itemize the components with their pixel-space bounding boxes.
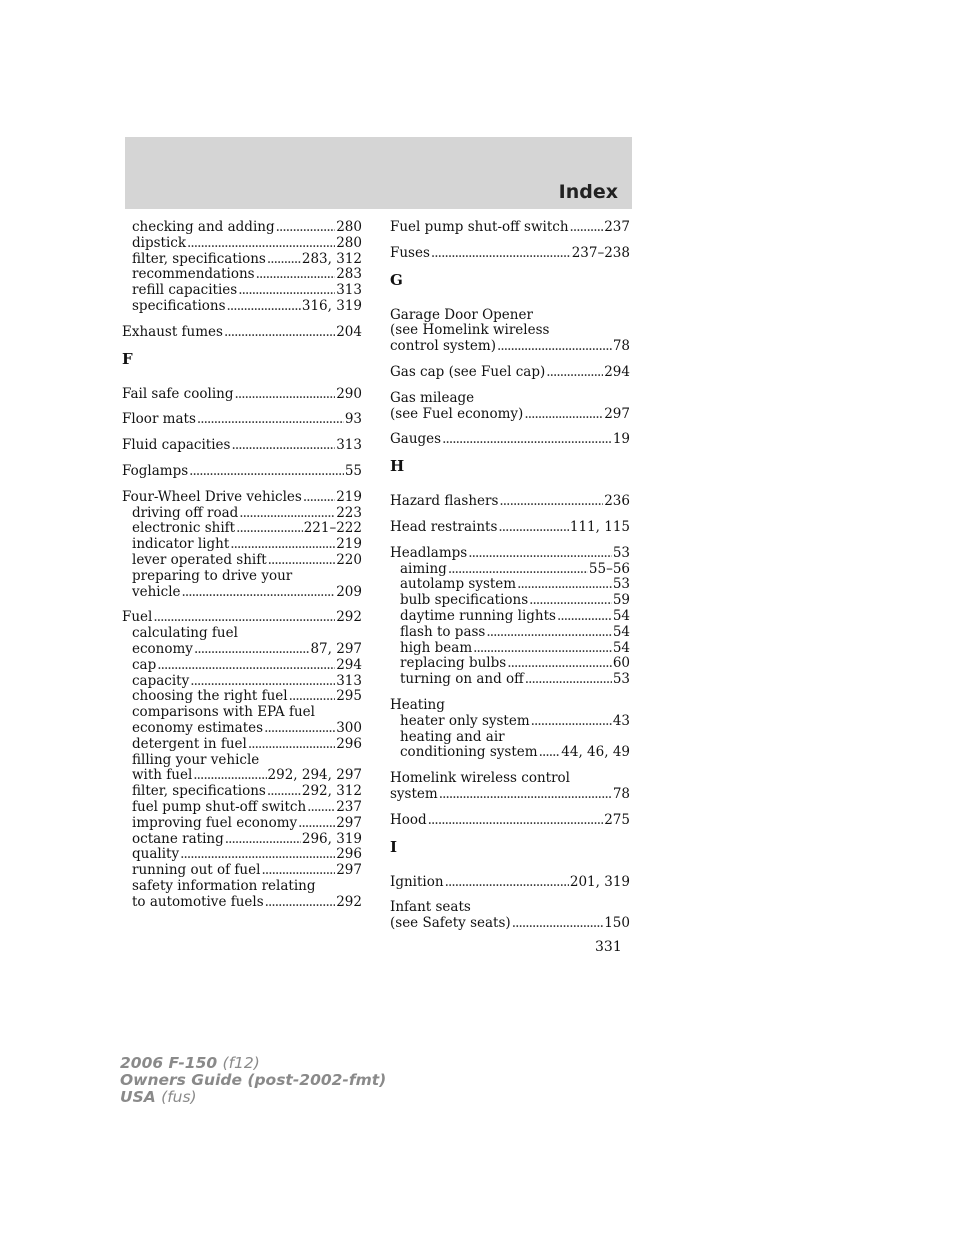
index-subentry-line [122, 569, 362, 585]
dot-leader [531, 714, 612, 730]
index-entry [390, 698, 630, 761]
index-entry [390, 875, 630, 891]
entry-term: octane rating [132, 830, 224, 847]
entry-page-ref: 294 [336, 656, 362, 673]
index-entry [122, 464, 362, 480]
dot-leader [197, 412, 344, 428]
entry-page-ref: 111, 115 [569, 518, 630, 535]
dot-leader [239, 506, 335, 522]
index-subentry-line [122, 784, 362, 800]
entry-page-ref: 237 [604, 219, 630, 235]
entry-page-ref: 219 [336, 488, 362, 505]
entry-page-ref: 54 [612, 639, 630, 656]
entry-term: Gas mileage [390, 389, 475, 406]
entry-page-ref: 78 [612, 785, 630, 802]
index-entry-line [122, 610, 362, 626]
entry-term: economy estimates [132, 719, 264, 736]
entry-term: choosing the right fuel [132, 688, 288, 705]
entry-page-ref: 280 [336, 234, 362, 251]
index-entry [390, 432, 630, 448]
entry-page-ref: 87, 297 [310, 640, 362, 657]
entry-term: replacing bulbs [400, 655, 507, 672]
entry-page-ref: 283, 312 [301, 250, 362, 267]
entry-page-ref: 296 [336, 846, 362, 863]
dot-leader [153, 610, 335, 626]
entry-term: Headlamps [390, 544, 468, 561]
index-entry-line [122, 387, 362, 403]
index-entry-line [122, 325, 362, 341]
entry-page-ref: 313 [336, 282, 362, 299]
entry-page-ref: 294 [604, 363, 630, 380]
entry-term: safety information relating [132, 877, 316, 894]
index-subentry-line [122, 553, 362, 569]
dot-leader [307, 800, 335, 816]
entry-term: recommendations [132, 266, 255, 283]
index-subentry-line [122, 721, 362, 737]
entry-page-ref: 43 [612, 712, 630, 729]
entry-term: Fluid capacities [122, 437, 231, 454]
index-subentry-line [390, 625, 630, 641]
index-entry [122, 412, 362, 428]
entry-term: Fuses [390, 244, 430, 261]
index-entry-line [390, 407, 630, 423]
index-letter-heading: I [390, 837, 398, 856]
entry-page-ref: 55–56 [588, 560, 630, 577]
index-subentry-line [122, 800, 362, 816]
entry-page-ref: 53 [612, 544, 630, 561]
index-subentry-line [122, 283, 362, 299]
dot-leader [230, 537, 335, 553]
entry-term: (see Safety seats) [390, 915, 511, 932]
index-entry [122, 387, 362, 403]
entry-term: Four-Wheel Drive vehicles [122, 488, 302, 505]
entry-term: heating and air [400, 728, 505, 745]
entry-page-ref: 236 [604, 493, 630, 510]
index-entry [390, 308, 630, 355]
entry-page-ref: 280 [336, 219, 362, 235]
entry-page-ref: 292 [336, 893, 362, 910]
entry-page-ref: 292, 312 [301, 783, 362, 800]
index-entry-line [390, 323, 630, 339]
dot-leader [256, 267, 336, 283]
index-entry-line [390, 787, 630, 803]
entry-term: electronic shift [132, 520, 236, 537]
entry-page-ref: 53 [612, 671, 630, 688]
dot-leader [276, 220, 336, 236]
entry-term: Ignition [390, 873, 444, 890]
page-number: 331 [595, 939, 622, 955]
entry-term: dipstick [132, 234, 187, 251]
entry-term: calculating fuel [132, 625, 238, 642]
entry-page-ref: 295 [336, 688, 362, 705]
index-entry-line [122, 490, 362, 506]
entry-term: checking and adding [132, 219, 275, 235]
entry-page-ref: 296 [336, 735, 362, 752]
dot-leader [248, 737, 335, 753]
entry-page-ref: 313 [336, 672, 362, 689]
index-subentry-line [122, 236, 362, 252]
entry-page-ref: 221–222 [303, 520, 362, 537]
index-subentry-line [122, 753, 362, 769]
index-subentry-line [122, 626, 362, 642]
entry-term: Head restraints [390, 518, 498, 535]
dot-leader [468, 546, 612, 562]
index-entry-line [390, 698, 630, 714]
index-entry [390, 246, 630, 262]
entry-term: (see Homelink wireless [390, 322, 550, 339]
entry-page-ref: 60 [612, 655, 630, 672]
entry-term: comparisons with EPA fuel [132, 704, 315, 721]
index-entry-line [390, 813, 630, 829]
index-entry-line [122, 412, 362, 428]
index-subentry-line [390, 641, 630, 657]
dot-leader [225, 832, 301, 848]
index-entry-line [390, 875, 630, 891]
footer [120, 1055, 386, 1106]
index-entry-line [390, 365, 630, 381]
entry-term: preparing to drive your [132, 567, 293, 584]
dot-leader [193, 768, 266, 784]
footer-line-1 [120, 1055, 386, 1072]
entry-term: running out of fuel [132, 862, 261, 879]
footer-line-3 [120, 1089, 386, 1106]
entry-term: improving fuel economy [132, 814, 298, 831]
entry-term: fuel pump shut-off switch [132, 798, 307, 815]
index-entry [390, 900, 630, 932]
index-subentry-line [122, 879, 362, 895]
index-letter-heading: F [122, 349, 133, 368]
index-subentry-line [390, 562, 630, 578]
index-entry [122, 610, 362, 910]
entry-term: conditioning system [400, 744, 538, 761]
index-subentry-line [122, 267, 362, 283]
entry-term: Foglamps [122, 462, 189, 479]
index-subentry-line [390, 714, 630, 730]
dot-leader [224, 325, 335, 341]
dot-leader [231, 438, 335, 454]
entry-page-ref: 292 [336, 609, 362, 626]
index-entry-line [390, 916, 630, 932]
index-subentry-line [390, 609, 630, 625]
dot-leader [570, 220, 604, 236]
dot-leader [268, 553, 336, 569]
dot-leader [448, 562, 588, 578]
index-entry [390, 771, 630, 803]
entry-term: high beam [400, 639, 473, 656]
entry-term: autolamp system [400, 576, 517, 593]
entry-term: capacity [132, 672, 190, 689]
index-entry-line [390, 246, 630, 262]
index-subentry-line [122, 847, 362, 863]
dot-leader [507, 656, 612, 672]
dot-leader [517, 577, 612, 593]
entry-term: turning on and off [400, 671, 524, 688]
dot-leader [298, 816, 335, 832]
entry-page-ref: 223 [336, 504, 362, 521]
entry-term: cap [132, 656, 157, 673]
index-entry-line [390, 771, 630, 787]
dot-leader [473, 641, 612, 657]
footer-market-code: (fus) [161, 1088, 197, 1106]
entry-page-ref: 150 [604, 915, 630, 932]
entry-page-ref: 19 [612, 431, 630, 448]
entry-page-ref: 93 [344, 411, 362, 428]
index-subentry-line [122, 585, 362, 601]
index-entry-line [390, 339, 630, 355]
entry-term: quality [132, 846, 180, 863]
index-subentry-line [122, 642, 362, 658]
entry-page-ref: 55 [344, 462, 362, 479]
entry-term: with fuel [132, 767, 193, 784]
entry-term: Fail safe cooling [122, 385, 234, 402]
entry-term: Infant seats [390, 899, 471, 916]
entry-page-ref: 316, 319 [301, 297, 362, 314]
entry-page-ref: 44, 46, 49 [561, 744, 630, 761]
dot-leader [267, 784, 301, 800]
entry-term: Garage Door Opener [390, 306, 533, 323]
entry-term: Floor mats [122, 411, 196, 428]
dot-leader [238, 283, 335, 299]
header-band [125, 137, 632, 209]
dot-leader [182, 585, 336, 601]
index-subentry-line [122, 768, 362, 784]
dot-leader [445, 875, 569, 891]
entry-page-ref: 54 [612, 607, 630, 624]
index-subentry-line [390, 730, 630, 746]
footer-market: USA [120, 1088, 156, 1106]
entry-term: Homelink wireless control [390, 770, 570, 787]
index-subentry-line [122, 863, 362, 879]
index-subentry-line [122, 816, 362, 832]
entry-term: Exhaust fumes [122, 323, 223, 340]
index-subentry-line [122, 832, 362, 848]
entry-term: economy [132, 640, 193, 657]
index-column-right [390, 220, 630, 942]
entry-term: refill capacities [132, 282, 238, 299]
entry-term: Hazard flashers [390, 493, 499, 510]
entry-page-ref: 283 [336, 266, 362, 283]
entry-page-ref: 292, 294, 297 [267, 767, 362, 784]
entry-term: flash to pass [400, 623, 486, 640]
entry-page-ref: 53 [612, 576, 630, 593]
dot-leader [264, 721, 335, 737]
entry-page-ref: 220 [336, 551, 362, 568]
dot-leader [180, 847, 335, 863]
dot-leader [439, 787, 612, 803]
dot-leader [525, 672, 612, 688]
dot-leader [529, 593, 612, 609]
entry-term: control system) [390, 338, 496, 355]
footer-model: 2006 F-150 [120, 1054, 218, 1072]
index-entry [390, 494, 630, 510]
entry-term: system [390, 785, 438, 802]
entry-term: (see Fuel economy) [390, 405, 524, 422]
index-letter-heading: G [390, 270, 403, 289]
dot-leader [267, 252, 301, 268]
dot-leader [227, 299, 301, 315]
dot-leader [303, 490, 335, 506]
index-entry-line [390, 308, 630, 324]
index-entry-line [390, 520, 630, 536]
index-entry [122, 325, 362, 341]
dot-leader [234, 387, 335, 403]
entry-page-ref: 290 [336, 385, 362, 402]
entry-page-ref: 204 [336, 323, 362, 340]
dot-leader [194, 642, 310, 658]
dot-leader [187, 236, 335, 252]
entry-page-ref: 219 [336, 536, 362, 553]
index-entry-line [122, 464, 362, 480]
dot-leader [497, 339, 612, 355]
dot-leader [261, 863, 335, 879]
index-subentry-line [390, 745, 630, 761]
dot-leader [524, 407, 603, 423]
dot-leader [236, 521, 303, 537]
dot-leader [512, 916, 604, 932]
footer-line-2 [120, 1072, 386, 1089]
dot-leader [428, 813, 604, 829]
entry-page-ref: 313 [336, 437, 362, 454]
index-subentry-line [390, 672, 630, 688]
entry-term: vehicle [132, 583, 181, 600]
entry-term: Gauges [390, 431, 442, 448]
entry-term: Gas cap (see Fuel cap) [390, 363, 546, 380]
index-subentry-line [122, 737, 362, 753]
index-entry [390, 520, 630, 536]
entry-term: filter, specifications [132, 783, 266, 800]
dot-leader [289, 689, 336, 705]
index-entry [122, 220, 362, 315]
entry-page-ref: 209 [336, 583, 362, 600]
index-entry-line [390, 900, 630, 916]
index-subentry-line [122, 705, 362, 721]
entry-page-ref: 296, 319 [301, 830, 362, 847]
index-entry [122, 438, 362, 454]
index-entry-line [390, 391, 630, 407]
index-entry [390, 220, 630, 236]
entry-page-ref: 78 [612, 338, 630, 355]
index-subentry-line [122, 689, 362, 705]
index-letter-heading: H [390, 457, 405, 476]
footer-model-code: (f12) [222, 1054, 260, 1072]
index-entry-line [390, 546, 630, 562]
entry-page-ref: 300 [336, 719, 362, 736]
dot-leader [546, 365, 603, 381]
entry-term: filter, specifications [132, 250, 266, 267]
entry-page-ref: 237–238 [571, 244, 630, 261]
dot-leader [539, 745, 561, 761]
index-column-left [122, 220, 362, 920]
index-subentry-line [122, 521, 362, 537]
dot-leader [499, 494, 603, 510]
index-subentry-line [122, 895, 362, 911]
dot-leader [265, 895, 336, 911]
index-subentry-line [390, 593, 630, 609]
entry-term: detergent in fuel [132, 735, 247, 752]
entry-page-ref: 201, 319 [569, 873, 630, 890]
index-entry-line [390, 220, 630, 236]
dot-leader [190, 674, 335, 690]
index-entry-line [390, 494, 630, 510]
entry-term: indicator light [132, 536, 230, 553]
dot-leader [431, 246, 571, 262]
index-entry [390, 391, 630, 423]
entry-term: to automotive fuels [132, 893, 264, 910]
index-subentry-line [122, 220, 362, 236]
entry-term: Heating [390, 696, 445, 713]
dot-leader [189, 464, 344, 480]
dot-leader [498, 520, 568, 536]
entry-term: aiming [400, 560, 447, 577]
index-subentry-line [122, 299, 362, 315]
entry-term: daytime running lights [400, 607, 556, 624]
entry-page-ref: 275 [604, 811, 630, 828]
index-subentry-line [122, 252, 362, 268]
entry-term: lever operated shift [132, 551, 267, 568]
entry-term: heater only system [400, 712, 530, 729]
section-title: Index [558, 181, 618, 203]
entry-term: bulb specifications [400, 592, 529, 609]
index-entry [390, 813, 630, 829]
dot-leader [486, 625, 611, 641]
entry-term: Fuel [122, 609, 153, 626]
index-entry [122, 490, 362, 601]
index-subentry-line [122, 506, 362, 522]
entry-page-ref: 297 [336, 862, 362, 879]
footer-guide: Owners Guide (post-2002-fmt) [120, 1071, 387, 1089]
index-entry-line [390, 432, 630, 448]
entry-term: filling your vehicle [132, 751, 260, 768]
entry-term: Hood [390, 811, 427, 828]
entry-term: Fuel pump shut-off switch [390, 219, 569, 235]
entry-term: specifications [132, 297, 226, 314]
index-subentry-line [390, 577, 630, 593]
index-subentry-line [122, 537, 362, 553]
index-entry [390, 365, 630, 381]
dot-leader [157, 658, 335, 674]
index-subentry-line [122, 674, 362, 690]
dot-leader [442, 432, 612, 448]
index-entry [390, 546, 630, 688]
entry-term: driving off road [132, 504, 239, 521]
index-subentry-line [390, 656, 630, 672]
entry-page-ref: 237 [336, 798, 362, 815]
entry-page-ref: 297 [604, 405, 630, 422]
entry-page-ref: 297 [336, 814, 362, 831]
dot-leader [557, 609, 612, 625]
entry-page-ref: 59 [612, 592, 630, 609]
index-entry-line [122, 438, 362, 454]
index-subentry-line [122, 658, 362, 674]
entry-page-ref: 54 [612, 623, 630, 640]
